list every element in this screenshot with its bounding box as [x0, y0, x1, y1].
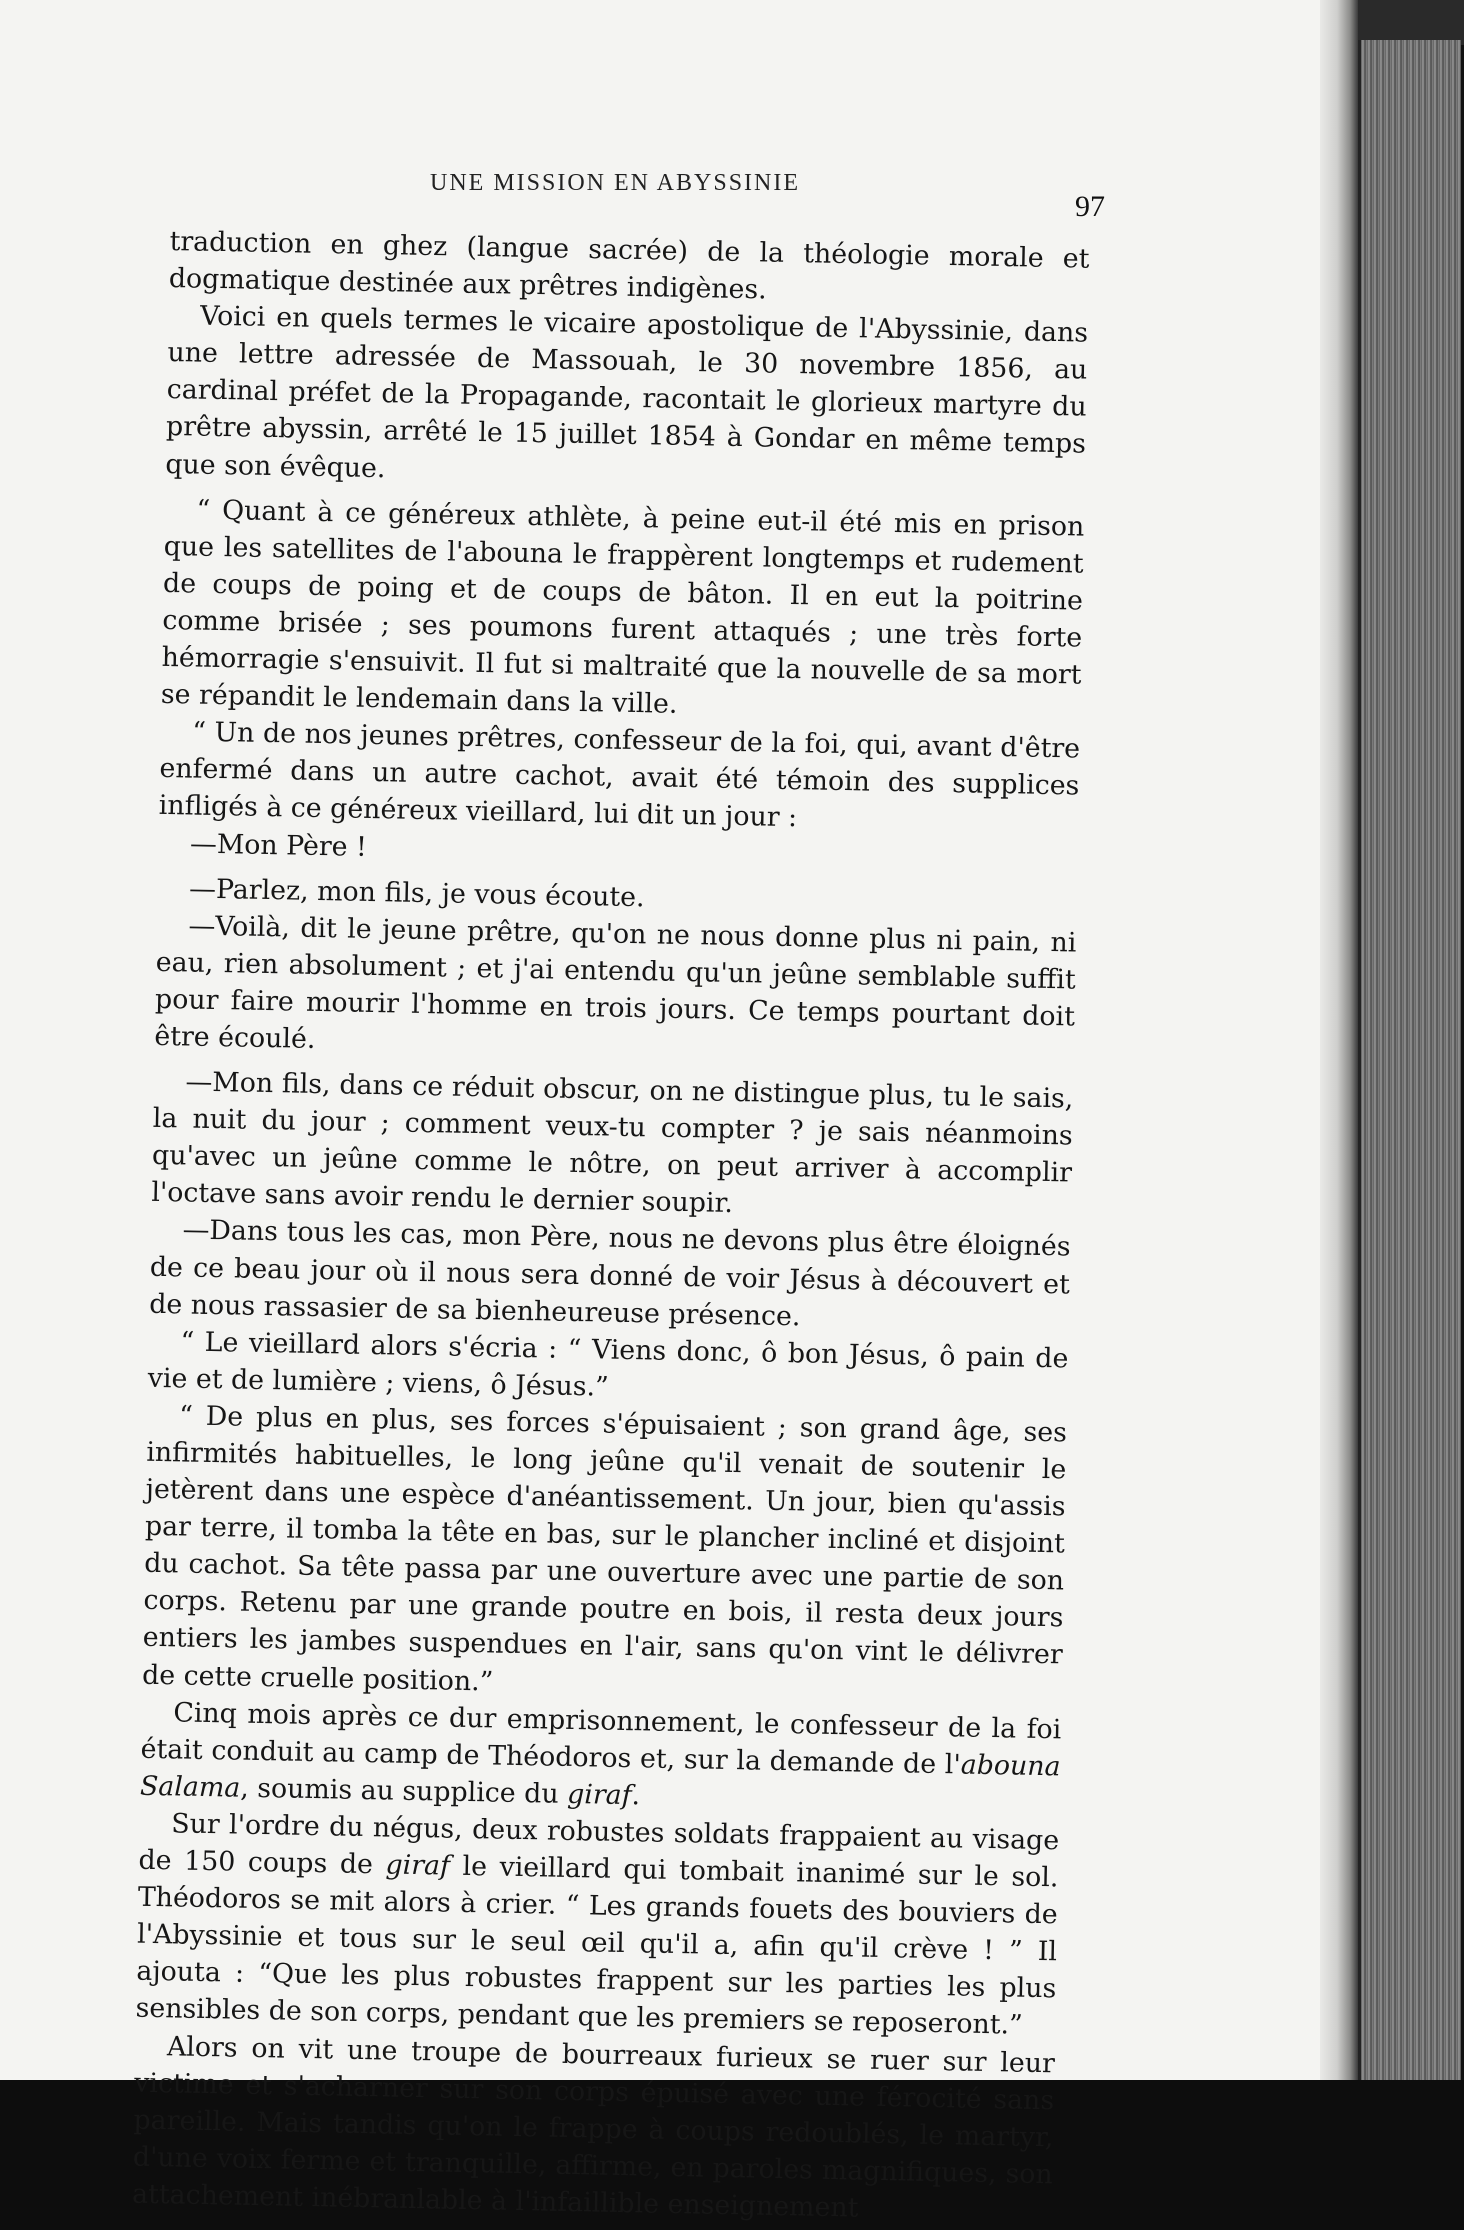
running-title: UNE MISSION EN ABYSSINIE	[430, 170, 801, 196]
dialogue-line-1: —Mon Père !	[189, 828, 368, 863]
page-gutter-shadow	[1320, 0, 1358, 2080]
paragraph-13	[135, 1805, 1059, 2045]
paragraph-13-text-b: le vieillard qui tombait inanimé sur le sol. Théodoros se mit alors à crier. “ Les grands fouets des bouviers de l'Abyssinie et tous sur le seul œil qu'il a, afin qu'il crève ! ” Il ajouta : “Que les plus robustes frappent sur les parties les plus sensibles de son corps, pendant que les premiers se reposeront.”	[135, 1850, 1059, 2042]
paragraph-14: Alors on vit une troupe de bourreaux furieux se ruer sur leur victime et s'acharner sur son corps épuisé avec une férocité sans pareille. Mais tandis qu'on le frappe à coups redoublés, le martyr, d'une voix ferme et tranquille, affirme, en paroles magnifiques, son attachement inébranlable à l'infaillible enseignement	[131, 2030, 1056, 2224]
paragraph-12	[140, 1693, 1062, 1822]
dialogue-line-3: —Voilà, dit le jeune prêtre, qu'on ne nous donne plus ni pain, ni eau, rien absolument ; et j'ai entendu qu'un jeûne semblable suffit pour faire mourir l'homme en trois jours. Ce temps pourtant doit être écoulé.	[154, 910, 1077, 1055]
paragraph-12-text-c: .	[631, 1779, 641, 1812]
giraf-italic: giraf	[566, 1778, 632, 1811]
dialogue-line-5: —Dans tous les cas, mon Père, nous ne devons plus être éloignés de ce beau jour où il nous sera donné de voir Jésus à découvert et de nous rassasier de sa bienheureuse présence.	[148, 1214, 1071, 1332]
page-number: 97	[1075, 190, 1105, 223]
body-text	[132, 223, 1090, 2230]
abouna-salama-italic: abouna Salama	[139, 1749, 1061, 1804]
paragraph-13-text-a: Sur l'ordre du négus, deux robustes soldats frappaient au visage de 150 coups de	[138, 1808, 1060, 1881]
dialogue-line-4: —Mon fils, dans ce réduit obscur, on ne distingue plus, tu le sais, la nuit du jour ; comment veux-tu compter ? je sais néanmoins qu'avec un jeûne comme le nôtre, on peut arriver à accomplir l'octave sans avoir rendu le dernier soupir.	[151, 1066, 1074, 1220]
giraf-italic-2: giraf	[385, 1849, 451, 1882]
book-page-edges	[1358, 40, 1461, 2080]
paragraph-11: “ De plus en plus, ses forces s'épuisaient ; son grand âge, ses infirmités habituelles, le long jeûne qu'il venait de soutenir le jetèrent dans une espèce d'anéantissement. Un jour, bien qu'assis par terre, il tomba la tête en bas, sur le plancher incliné et disjoint du cachot. Sa tête passa par une ouverture avec une partie de son corps. Retenu par une grande poutre en bois, il resta deux jours entiers les jambes suspendues en l'air, sans qu'on vint le délivrer de cette cruelle position.”	[141, 1400, 1068, 1698]
paragraph-1: traduction en ghez (langue sacrée) de la théologie morale et dogmatique destinée aux prêtres indigènes.	[168, 225, 1090, 306]
dialogue-line-2: —Parlez, mon fils, je vous écoute.	[188, 873, 645, 913]
paragraph-12-text-a: Cinq mois après ce dur emprisonnement, le confesseur de la foi était conduit au camp de Théodoros et, sur la demande de l'	[140, 1696, 1062, 1781]
paragraph-10: “ Le vieillard alors s'écria : “ Viens donc, ô bon Jésus, ô pain de vie et de lumière ; viens, ô Jésus.”	[147, 1326, 1069, 1403]
paragraph-2: Voici en quels termes le vicaire apostolique de l'Abyssinie, dans une lettre adressée de Massouah, le 30 novembre 1856, au cardinal préfet de la Propagande, racontait le glorieux martyre du prêtre abyssin, arrêté le 15 juillet 1854 à Gondar en même temps que son évêque.	[165, 300, 1089, 484]
book-top-shadow	[1340, 0, 1464, 45]
paragraph-3: “ Quant à ce généreux athlète, à peine eut-il été mis en prison que les satellites de l'abouna le frappèrent longtemps et rudement de coups de poing et de coups de bâton. Il en eut la poitrine comme brisée ; ses poumons furent attaqués ; une très forte hémorragie s'ensuivit. Il fut si maltraité que la nouvelle de sa mort se répandit le lendemain dans la ville.	[160, 494, 1085, 720]
paragraph-12-text-b: , soumis au supplice du	[239, 1772, 568, 1810]
paragraph-4: “ Un de nos jeunes prêtres, confesseur de la foi, qui, avant d'être enfermé dans un autre cachot, avait été témoin des supplices infligés à ce généreux vieillard, lui dit un jour :	[158, 716, 1081, 834]
